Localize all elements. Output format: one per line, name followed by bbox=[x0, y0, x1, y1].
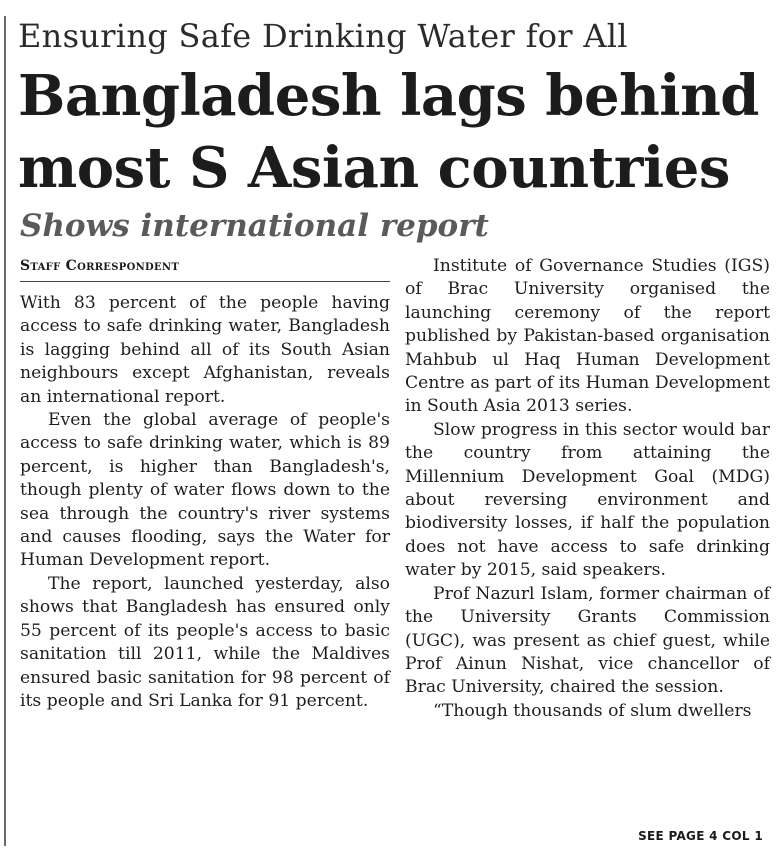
paragraph: “Though thousands of slum dwellers bbox=[433, 700, 752, 721]
body-column-1 bbox=[20, 292, 390, 713]
byline: Staff Correspondent bbox=[20, 258, 180, 274]
paragraph: With 83 percent of the people having access to safe drinking water, Bangladesh is lagging behind all of its South Asian neighbours except Afghanistan, reveals an international report. bbox=[20, 293, 390, 407]
body-column-2 bbox=[405, 255, 770, 723]
kicker: Ensuring Safe Drinking Water for All bbox=[18, 17, 628, 55]
paragraph: Slow progress in this sector would bar the country from attaining the Millennium Development Goal (MDG) about reversing environment and biodiversity losses, if half the population does not have access to safe drinking water by 2015, said speakers. bbox=[405, 419, 770, 581]
byline-rule bbox=[20, 281, 390, 282]
headline-line-1: Bangladesh lags behind bbox=[18, 63, 759, 129]
headline bbox=[18, 60, 759, 204]
subhead: Shows international report bbox=[20, 208, 489, 244]
jump-line: SEE PAGE 4 COL 1 bbox=[638, 829, 763, 843]
headline-line-2: most S Asian countries bbox=[18, 135, 730, 201]
paragraph: Institute of Governance Studies (IGS) of Brac University organised the launching ceremony of the report published by Pakistan-based organisation Mahbub ul Haq Human Development Centre as part of its Human Development in South Asia 2013 series. bbox=[405, 256, 770, 417]
paragraph: Even the global average of people's access to safe drinking water, which is 89 percent, is higher than Bangladesh's, though plenty of water flows down to the sea through the country's river systems and causes flooding, says the Water for Human Development report. bbox=[20, 410, 390, 571]
paragraph: Prof Nazurl Islam, former chairman of the University Grants Commission (UGC), was present as chief guest, while Prof Ainun Nishat, vice chancellor of Brac University, chaired the session. bbox=[405, 583, 770, 698]
paragraph: The report, launched yesterday, also shows that Bangladesh has ensured only 55 percent of its people's access to basic sanitation till 2011, while the Maldives ensured basic sanitation for 98 percent of its people and Sri Lanka for 91 percent. bbox=[20, 573, 390, 711]
column-rule bbox=[4, 16, 6, 846]
